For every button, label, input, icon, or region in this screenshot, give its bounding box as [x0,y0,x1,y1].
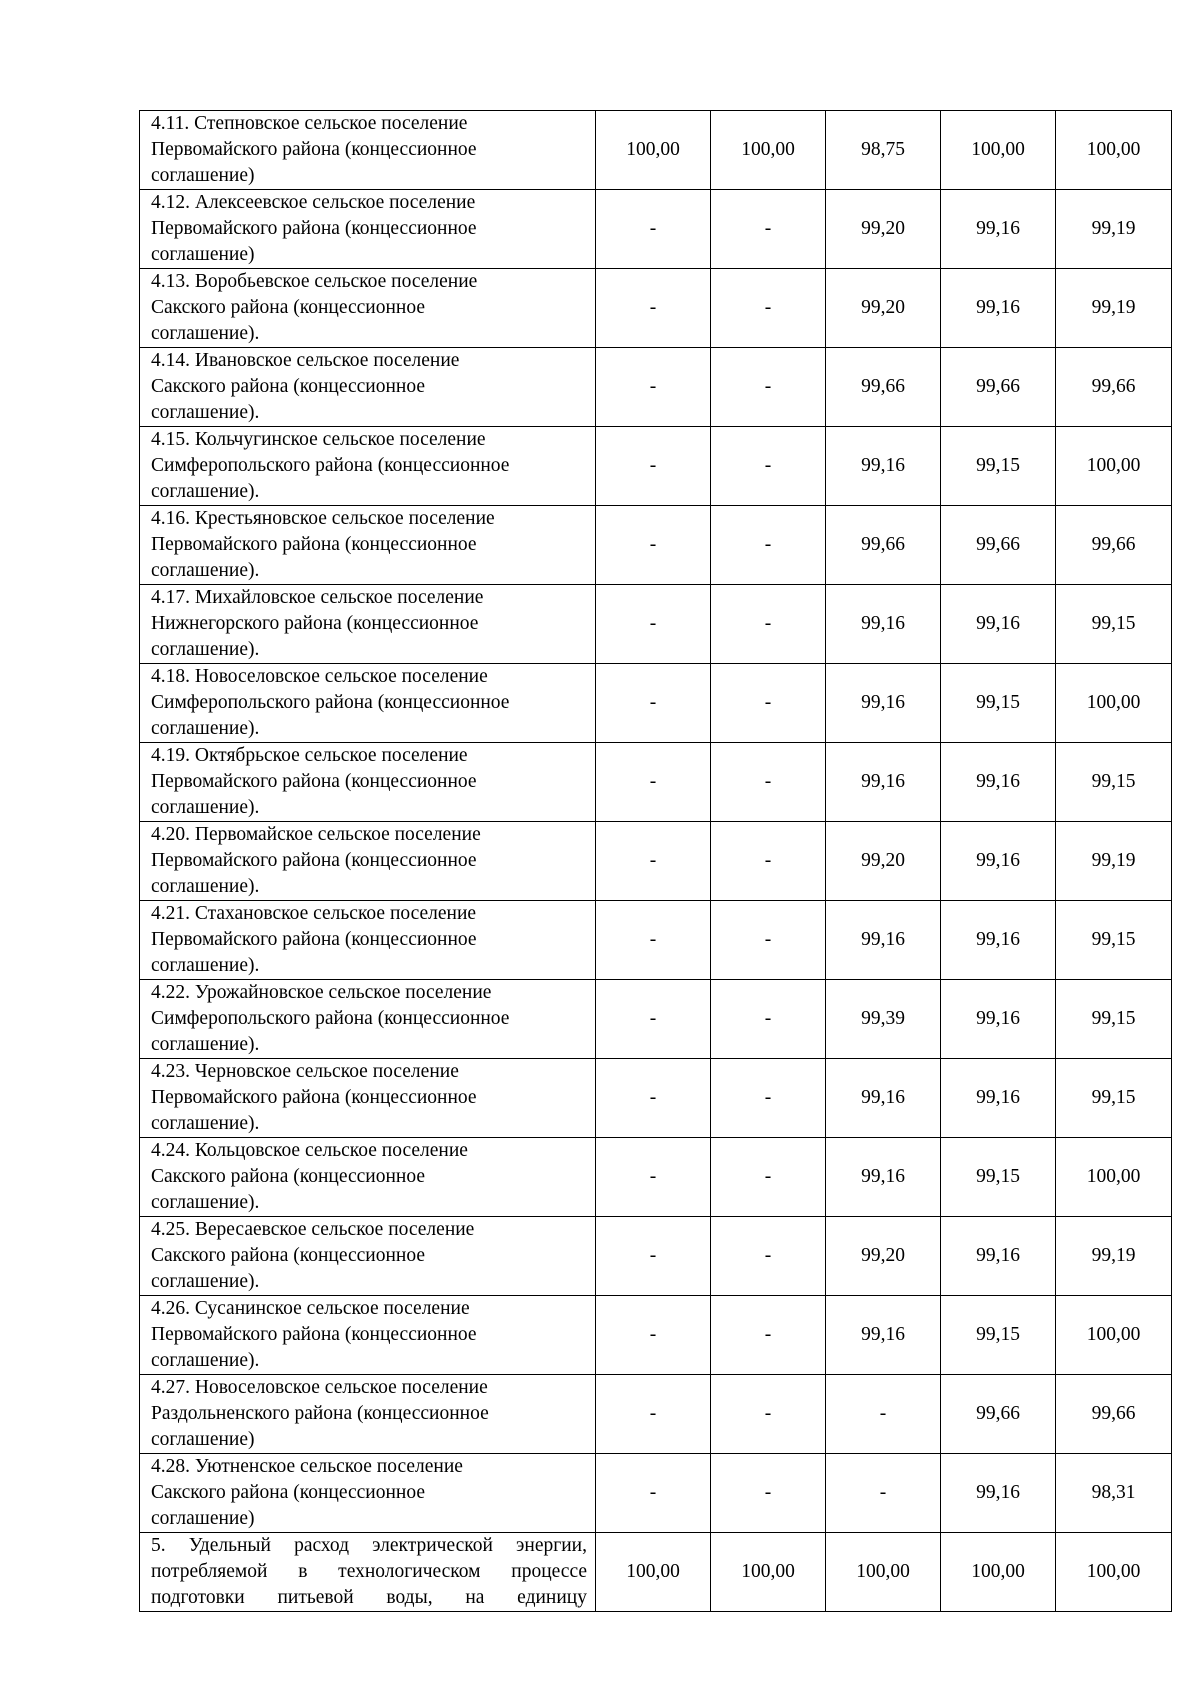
value-cell: 99,16 [826,1138,941,1217]
row-name-line: Первомайского района (концессионное [151,1324,477,1345]
row-name-line: Первомайского района (концессионное [151,929,477,950]
row-name-line: Первомайского района (концессионное [151,771,477,792]
row-name-line: соглашение). [151,1034,260,1055]
row-name-line: Сакского района (концессионное [151,1245,425,1266]
value-cell: 99,15 [1056,743,1172,822]
row-name-line: Симферопольского района (концессионное [151,1008,510,1029]
row-name-line: подготовки питьевой воды, на единицу [151,1587,587,1608]
value-cell: - [596,901,711,980]
value-cell: 100,00 [711,111,826,190]
row-name-line: соглашение). [151,323,260,344]
row-name-line: 4.18. Новоселовское сельское поселение [151,666,488,687]
row-name-line: 4.15. Кольчугинское сельское поселение [151,429,486,450]
value-cell: 99,16 [826,743,941,822]
row-name-line: 4.23. Черновское сельское поселение [151,1061,459,1082]
value-cell: 99,66 [826,348,941,427]
value-cell: - [596,743,711,822]
value-cell: 99,16 [941,1059,1056,1138]
row-name-cell [140,506,596,585]
row-name-line: соглашение). [151,718,260,739]
row-name-line: соглашение). [151,1350,260,1371]
value-cell: 99,20 [826,269,941,348]
row-name-line: соглашение). [151,639,260,660]
value-cell: 99,16 [941,1454,1056,1533]
value-cell: 99,15 [1056,585,1172,664]
value-cell: 99,16 [941,190,1056,269]
value-cell: - [596,190,711,269]
row-name-cell [140,190,596,269]
value-cell: 99,39 [826,980,941,1059]
value-cell: 99,66 [1056,506,1172,585]
value-cell: 99,66 [826,506,941,585]
value-cell: 99,66 [941,1375,1056,1454]
value-cell: - [596,1138,711,1217]
value-cell: 99,16 [826,585,941,664]
row-name-line: соглашение) [151,165,255,186]
table-row [140,1059,1172,1138]
row-name-line: соглашение). [151,876,260,897]
row-name-line: соглашение). [151,1192,260,1213]
row-name-cell [140,743,596,822]
table-row [140,348,1172,427]
row-name-line: Раздольненского района (концессионное [151,1403,489,1424]
value-cell: - [711,427,826,506]
row-name-line: 4.28. Уютненское сельское поселение [151,1456,463,1477]
table-row [140,1296,1172,1375]
table-row [140,269,1172,348]
value-cell: 100,00 [941,1533,1056,1612]
row-name-cell [140,901,596,980]
value-cell: 99,16 [826,1296,941,1375]
value-cell: 99,16 [826,901,941,980]
value-cell: 99,15 [1056,901,1172,980]
value-cell: - [711,1454,826,1533]
value-cell: 99,16 [941,743,1056,822]
row-name-cell [140,269,596,348]
value-cell: 99,16 [941,1217,1056,1296]
row-name-line: 4.20. Первомайское сельское поселение [151,824,481,845]
row-name-line: 4.24. Кольцовское сельское поселение [151,1140,468,1161]
row-name-line: Первомайского района (концессионное [151,1087,477,1108]
value-cell: 100,00 [1056,1138,1172,1217]
row-name-line: соглашение) [151,1429,255,1450]
value-cell: - [596,506,711,585]
row-name-line: Первомайского района (концессионное [151,139,477,160]
row-name-line: Сакского района (концессионное [151,1166,425,1187]
value-cell: 99,16 [941,901,1056,980]
value-cell: - [596,585,711,664]
value-cell: 100,00 [1056,1296,1172,1375]
row-name-cell [140,1454,596,1533]
value-cell: - [826,1375,941,1454]
value-cell: 99,15 [941,427,1056,506]
value-cell: 99,15 [1056,1059,1172,1138]
value-cell: - [596,1217,711,1296]
row-name-line: 4.11. Степновское сельское поселение [151,113,468,134]
row-name-line: Симферопольского района (концессионное [151,455,510,476]
table-row [140,1375,1172,1454]
value-cell: - [596,664,711,743]
table-body [140,111,1172,1612]
value-cell: - [711,348,826,427]
table-row [140,980,1172,1059]
value-cell: 100,00 [941,111,1056,190]
value-cell: - [711,506,826,585]
value-cell: 99,16 [941,822,1056,901]
value-cell: 99,19 [1056,190,1172,269]
value-cell: 100,00 [826,1533,941,1612]
value-cell: 99,15 [941,1296,1056,1375]
table-row [140,427,1172,506]
value-cell: 99,20 [826,1217,941,1296]
value-cell: - [711,190,826,269]
value-cell: - [711,585,826,664]
value-cell: 99,19 [1056,269,1172,348]
table-row [140,506,1172,585]
row-name-line: Первомайского района (концессионное [151,850,477,871]
value-cell: - [711,1217,826,1296]
table-row [140,1454,1172,1533]
value-cell: - [596,348,711,427]
value-cell: 99,15 [941,1138,1056,1217]
value-cell: - [826,1454,941,1533]
row-name-line: соглашение) [151,1508,255,1529]
row-name-cell [140,585,596,664]
row-name-line: Первомайского района (концессионное [151,218,477,239]
row-name-line: Сакского района (концессионное [151,297,425,318]
value-cell: 99,66 [941,506,1056,585]
row-name-line: соглашение). [151,481,260,502]
row-name-line: Сакского района (концессионное [151,376,425,397]
value-cell: - [711,822,826,901]
row-name-line: 4.16. Крестьяновское сельское поселение [151,508,495,529]
value-cell: - [596,1454,711,1533]
value-cell: 99,19 [1056,1217,1172,1296]
value-cell: - [711,1296,826,1375]
row-name-line: 4.17. Михайловское сельское поселение [151,587,484,608]
value-cell: 99,20 [826,190,941,269]
row-name-line: соглашение) [151,244,255,265]
value-cell: - [711,743,826,822]
row-name-cell [140,980,596,1059]
value-cell: 99,19 [1056,822,1172,901]
table-row [140,585,1172,664]
row-name-line: 4.14. Ивановское сельское поселение [151,350,460,371]
row-name-line: 4.19. Октябрьское сельское поселение [151,745,468,766]
value-cell: - [596,980,711,1059]
value-cell: - [711,1138,826,1217]
value-cell: 99,16 [941,585,1056,664]
row-name-cell [140,348,596,427]
value-cell: - [711,1059,826,1138]
table-row [140,664,1172,743]
value-cell: 100,00 [1056,1533,1172,1612]
row-name-line: соглашение). [151,955,260,976]
table-row [140,901,1172,980]
value-cell: 100,00 [596,1533,711,1612]
value-cell: 99,16 [941,269,1056,348]
row-name-line: 5. Удельный расход электрической энергии, [151,1535,587,1556]
value-cell: 100,00 [1056,427,1172,506]
value-cell: 100,00 [1056,111,1172,190]
value-cell: 99,66 [1056,348,1172,427]
table-row [140,1533,1172,1612]
row-name-cell [140,1217,596,1296]
value-cell: 99,66 [1056,1375,1172,1454]
value-cell: - [711,269,826,348]
value-cell: 99,16 [826,664,941,743]
row-name-line: 4.27. Новоселовское сельское поселение [151,1377,488,1398]
row-name-cell [140,1375,596,1454]
row-name-cell [140,427,596,506]
row-name-line: 4.25. Вересаевское сельское поселение [151,1219,475,1240]
row-name-line: 4.26. Сусанинское сельское поселение [151,1298,470,1319]
row-name-line: 4.21. Стахановское сельское поселение [151,903,477,924]
value-cell: - [711,901,826,980]
value-cell: 100,00 [1056,664,1172,743]
row-name-cell [140,822,596,901]
row-name-cell [140,1138,596,1217]
row-name-line: соглашение). [151,402,260,423]
value-cell: - [596,1296,711,1375]
row-name-cell [140,664,596,743]
row-name-line: соглашение). [151,1113,260,1134]
table-row [140,190,1172,269]
value-cell: 98,75 [826,111,941,190]
row-name-line: Нижнегорского района (концессионное [151,613,479,634]
value-cell: - [596,427,711,506]
value-cell: - [596,1059,711,1138]
value-cell: - [711,1375,826,1454]
value-cell: 100,00 [596,111,711,190]
value-cell: - [596,269,711,348]
row-name-cell [140,1059,596,1138]
value-cell: 99,16 [826,1059,941,1138]
value-cell: 99,16 [826,427,941,506]
row-name-line: 4.12. Алексеевское сельское поселение [151,192,476,213]
row-name-line: 4.13. Воробьевское сельское поселение [151,271,478,292]
row-name-line: потребляемой в технологическом процессе [151,1561,587,1582]
row-name-line: соглашение). [151,1271,260,1292]
table-row [140,111,1172,190]
data-table [139,110,1172,1612]
value-cell: 100,00 [711,1533,826,1612]
value-cell: 99,15 [1056,980,1172,1059]
table-row [140,1138,1172,1217]
table-row [140,743,1172,822]
row-name-line: соглашение). [151,560,260,581]
value-cell: 99,66 [941,348,1056,427]
row-name-line: Симферопольского района (концессионное [151,692,510,713]
row-name-cell [140,1533,596,1612]
row-name-line: Первомайского района (концессионное [151,534,477,555]
value-cell: - [596,822,711,901]
row-name-line: 4.22. Урожайновское сельское поселение [151,982,492,1003]
value-cell: - [596,1375,711,1454]
row-name-line: соглашение). [151,797,260,818]
value-cell: - [711,664,826,743]
value-cell: 99,20 [826,822,941,901]
value-cell: 99,16 [941,980,1056,1059]
row-name-cell [140,1296,596,1375]
table-row [140,1217,1172,1296]
row-name-line: Сакского района (концессионное [151,1482,425,1503]
value-cell: - [711,980,826,1059]
table-row [140,822,1172,901]
value-cell: 98,31 [1056,1454,1172,1533]
value-cell: 99,15 [941,664,1056,743]
row-name-cell [140,111,596,190]
